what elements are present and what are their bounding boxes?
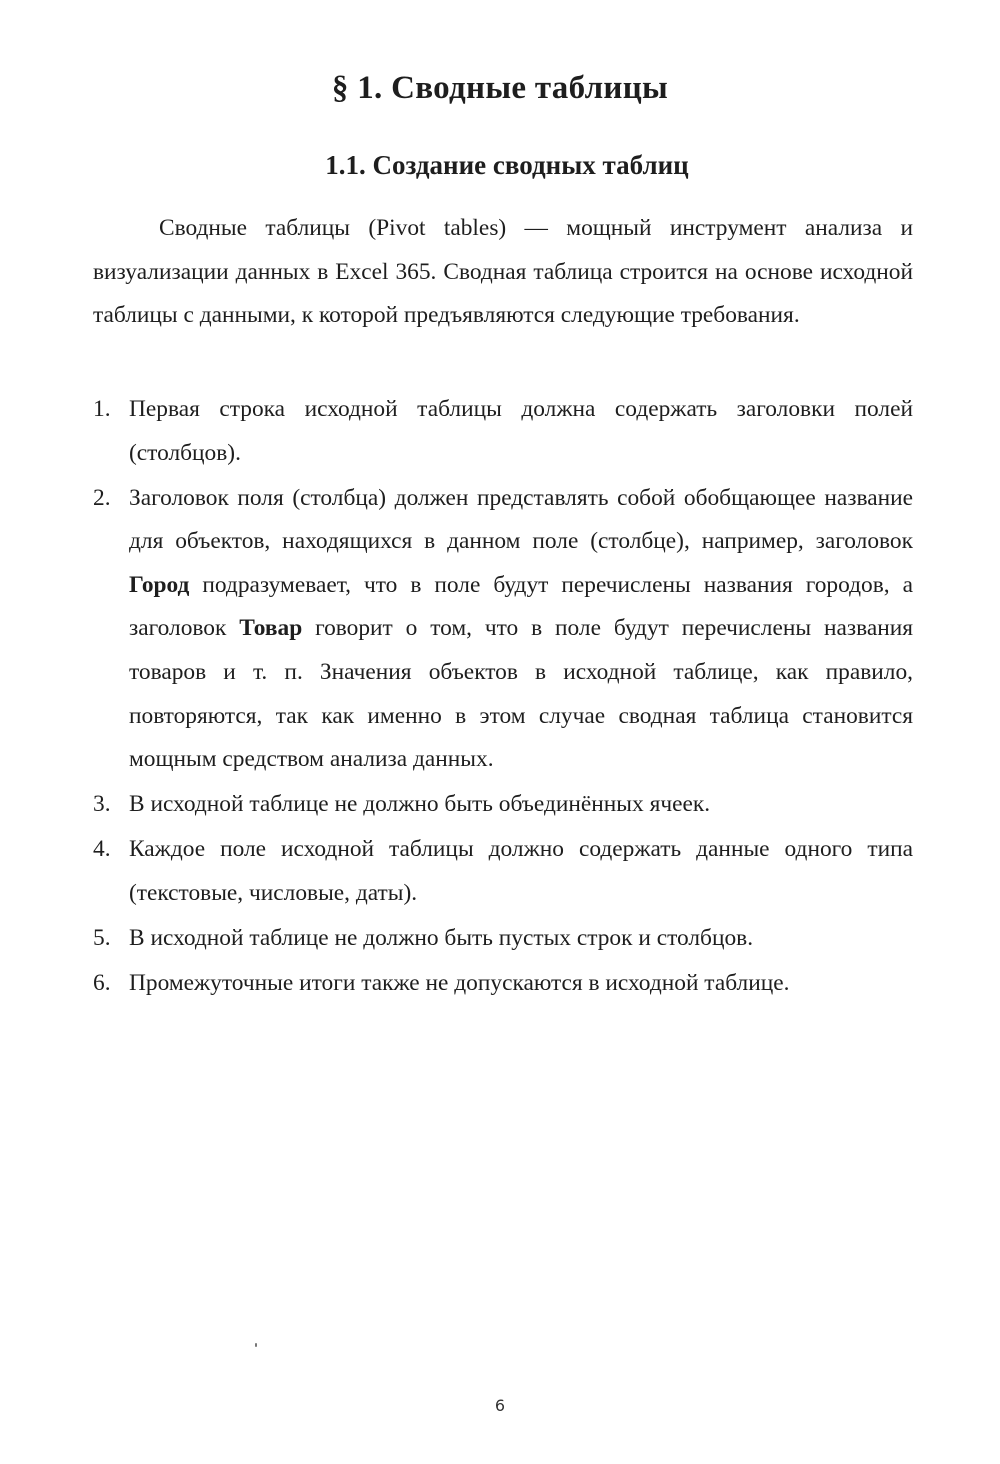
list-item (93, 388, 913, 475)
list-item-text: подразумевает, что в поле будут перечислены названия городов, а заголовок (129, 571, 913, 642)
section-title: 1.1. Создание сводных таблиц (325, 150, 689, 180)
list-item-text: В исходной таблице не должно быть пустых строк и столбцов. (129, 924, 754, 951)
list-item-text: В исходной таблице не должно быть объединённых ячеек. (129, 791, 711, 818)
bold-term-city: Город (129, 571, 190, 598)
list-item-text: Первая строка исходной таблицы должна содержать заголовки полей (столбцов). (129, 396, 913, 466)
list-item-number: 4. (93, 836, 111, 863)
scan-speck (255, 1343, 257, 1347)
chapter-title: § 1. Сводные таблицы (331, 70, 669, 106)
bold-term-product: Товар (239, 615, 303, 642)
requirements-list (93, 388, 913, 1007)
list-item-number: 2. (93, 484, 111, 511)
list-item-number: 1. (93, 396, 111, 422)
list-item (93, 477, 913, 782)
page-number: 6 (494, 1396, 506, 1415)
list-item (93, 828, 913, 915)
list-item-text: Каждое поле исходной таблицы должно содержать данные одного типа (текстовые, числовые, даты). (129, 836, 913, 906)
list-item-text: говорит о том, что в поле будут перечислены названия товаров и т. п. Значения объектов в исходной таблице, как правило, повторяются, так как именно в этом случае сводная таблица становится мощным средством анализа данных. (129, 615, 913, 773)
list-item (93, 962, 913, 1006)
list-item (93, 917, 913, 961)
list-item-text: Заголовок поля (столбца) должен представлять собой обобщающее название для объектов, находящихся в данном поле (столбце), например, заголовок (129, 484, 913, 555)
list-item-text: Промежуточные итоги также не допускаются в исходной таблице. (129, 969, 790, 996)
list-item (93, 783, 913, 827)
list-item-number: 6. (93, 969, 111, 996)
list-item-number: 5. (93, 924, 111, 951)
intro-paragraph: Сводные таблицы (Pivot tables) — мощный инструмент анализа и визуализации данных в Excel 365. Сводная таблица строится на основе исходной таблицы с данными, к которой предъявляются следующие требования. (93, 215, 913, 329)
list-item-number: 3. (93, 791, 111, 818)
